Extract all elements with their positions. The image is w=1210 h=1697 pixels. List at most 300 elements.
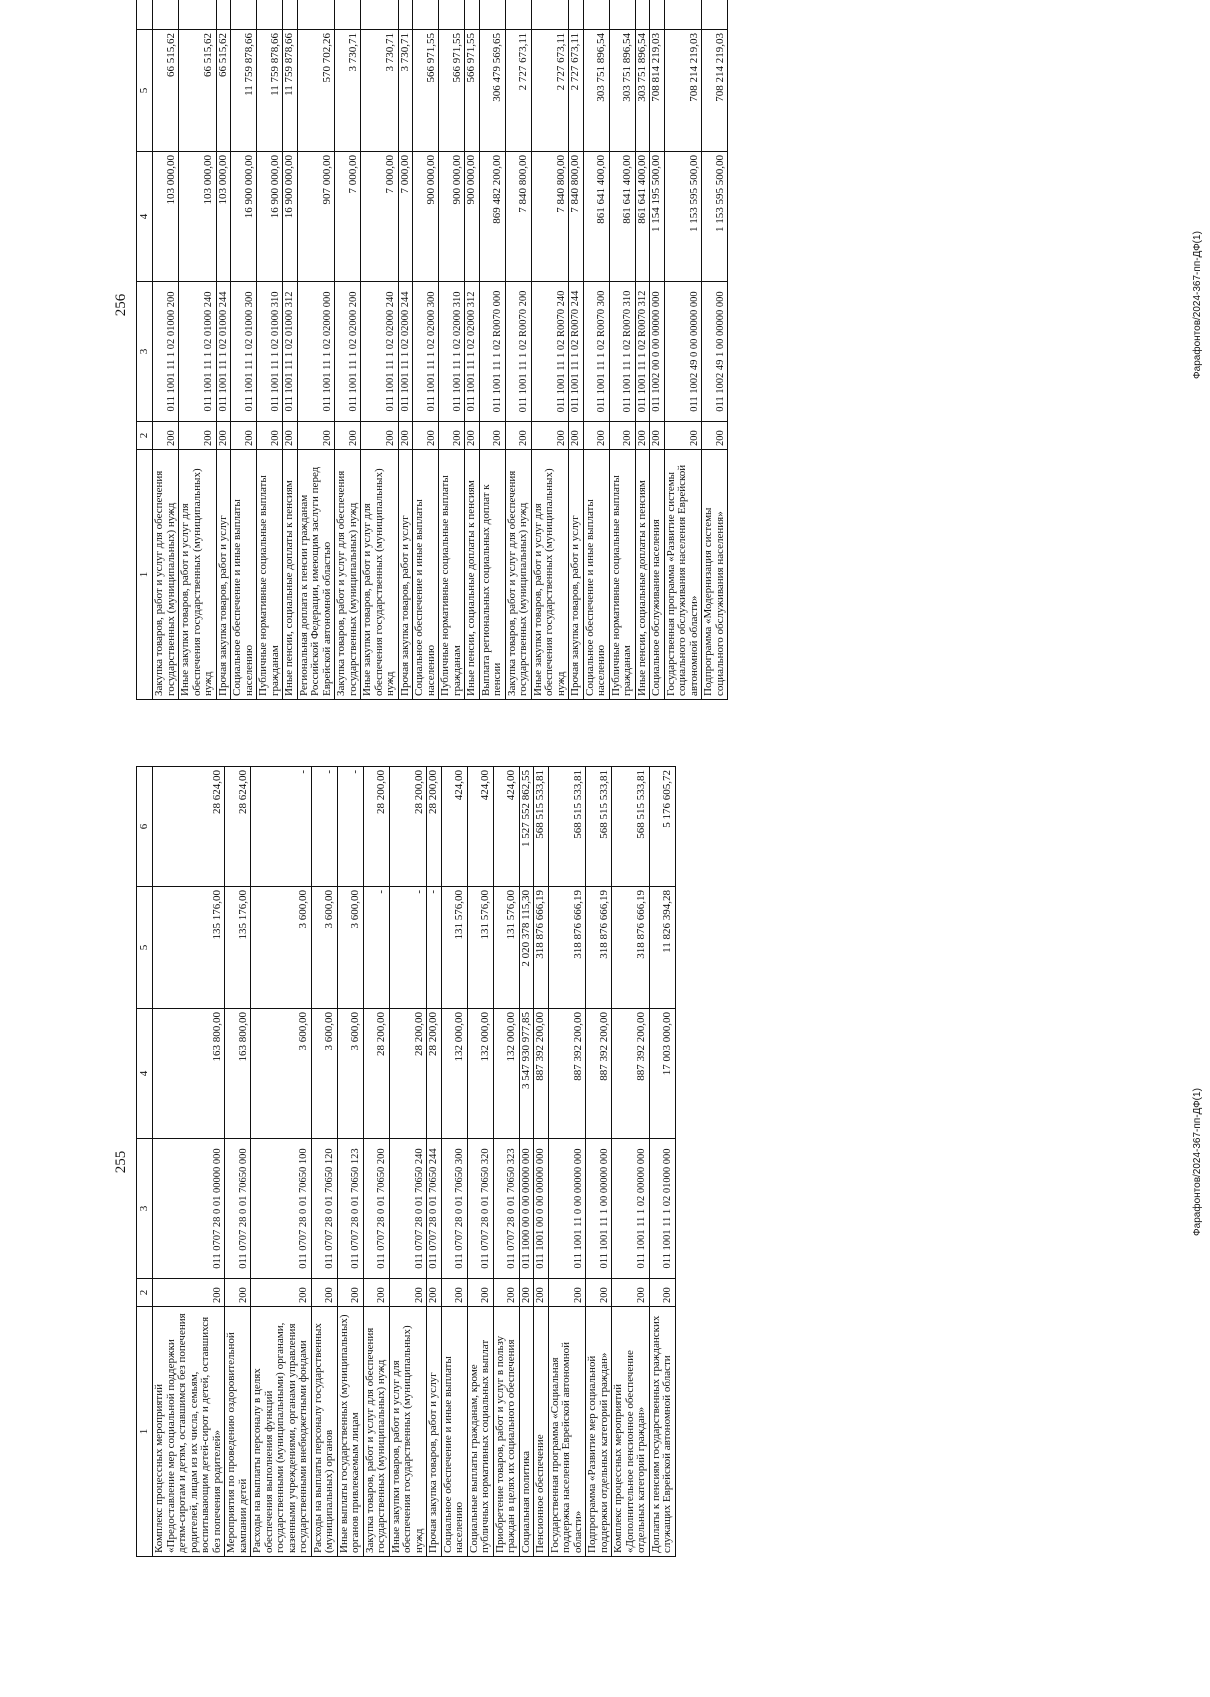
- table-row: [311, 767, 337, 1557]
- row-executed: 306 479 569,65: [479, 30, 505, 152]
- row-executed: 66 515,62: [216, 30, 231, 152]
- row-kbk: 011 1001 11 1 02 02000 000: [297, 282, 335, 422]
- column-header: 3: [137, 1139, 153, 1279]
- row-code: 200: [153, 422, 179, 450]
- table-row: [465, 0, 480, 700]
- row-approved: 28 200,00: [363, 1009, 389, 1139]
- row-executed: 3 600,00: [311, 887, 337, 1009]
- page-number: 256: [113, 293, 129, 317]
- row-name: Иные выплаты государственных (муниципальных) органов привлекаемым лицам: [337, 1307, 363, 1557]
- table-row: [257, 0, 283, 700]
- row-name: Региональная доплата к пенсии гражданам Российской Федерации, имеющим заслуги перед Еврейской автономной областью: [297, 450, 335, 700]
- row-name: Расходы на выплаты персоналу государственных (муниципальных) органов: [311, 1307, 337, 1557]
- row-code: 200: [179, 422, 217, 450]
- row-executed: 66 515,62: [153, 30, 179, 152]
- row-approved: 869 482 200,00: [479, 152, 505, 282]
- page-256: [110, 0, 1210, 700]
- table-row: [534, 767, 549, 1557]
- row-code: 200: [311, 1279, 337, 1307]
- row-kbk: 011 1002 49 1 00 00000 000: [702, 282, 728, 422]
- row-remainder: [465, 0, 480, 30]
- row-name: Мероприятия по проведению оздоровительной кампании детей: [225, 1307, 251, 1557]
- table-row: [569, 0, 584, 700]
- row-executed: 131 576,00: [441, 887, 467, 1009]
- row-executed: 11 759 878,66: [231, 30, 257, 152]
- row-name: Подпрограмма «Модернизация системы социального обслуживания населения»: [702, 450, 728, 700]
- row-code: 200: [531, 422, 569, 450]
- row-name: Прочая закупка товаров, работ и услуг: [398, 450, 413, 700]
- row-kbk: 011 0707 28 0 01 70650 200: [363, 1139, 389, 1279]
- table-row: [702, 0, 728, 700]
- row-kbk: 011 0707 28 0 01 70650 320: [467, 1139, 493, 1279]
- table-row: [609, 0, 635, 700]
- row-name: Выплата региональных социальных доплат к пенсии: [479, 450, 505, 700]
- row-name: Иные закупки товаров, работ и услуг для обеспечения государственных (муниципальных) нужд: [361, 450, 399, 700]
- row-remainder: 424,00: [493, 767, 519, 887]
- row-code: 200: [519, 1279, 534, 1307]
- row-code: 200: [335, 422, 361, 450]
- row-code: 200: [664, 422, 702, 450]
- row-remainder: 568 515 533,81: [534, 767, 549, 887]
- row-remainder: [702, 0, 728, 30]
- table-row: [231, 0, 257, 700]
- row-kbk: 011 1001 11 1 02 02000 240: [361, 282, 399, 422]
- row-name: Государственная программа «Социальная поддержка населения Еврейской автономной области»: [548, 1307, 586, 1557]
- row-kbk: 011 1001 11 1 02 02000 200: [335, 282, 361, 422]
- row-remainder: 424,00: [467, 767, 493, 887]
- row-remainder: [569, 0, 584, 30]
- table-row: [531, 0, 569, 700]
- row-executed: -: [427, 887, 442, 1009]
- row-kbk: 011 0707 28 0 01 70650 000: [225, 1139, 251, 1279]
- row-remainder: [479, 0, 505, 30]
- row-remainder: [583, 0, 609, 30]
- row-kbk: 011 1001 11 1 02 01000 244: [216, 282, 231, 422]
- row-code: 200: [337, 1279, 363, 1307]
- row-code: 200: [635, 422, 650, 450]
- table-header-row: [137, 0, 153, 700]
- row-executed: 303 751 896,54: [609, 30, 635, 152]
- row-executed: 2 727 673,11: [531, 30, 569, 152]
- row-code: 200: [389, 1279, 427, 1307]
- row-name: Иные закупки товаров, работ и услуг для обеспечения государственных (муниципальных) нужд: [179, 450, 217, 700]
- table-row: [519, 767, 534, 1557]
- row-approved: 7 840 800,00: [531, 152, 569, 282]
- row-code: 200: [361, 422, 399, 450]
- row-executed: 303 751 896,54: [583, 30, 609, 152]
- page-footer: Фарафонтов/2024-367-пп-ДФ(1): [1192, 231, 1203, 379]
- row-remainder: 568 515 533,81: [586, 767, 612, 887]
- row-remainder: 28 624,00: [153, 767, 225, 887]
- row-kbk: 011 1001 11 1 02 R0070 310: [609, 282, 635, 422]
- row-executed: 3 730,71: [398, 30, 413, 152]
- row-remainder: 5 176 605,72: [649, 767, 675, 887]
- row-code: 200: [612, 1279, 650, 1307]
- row-approved: 1 153 595 500,00: [702, 152, 728, 282]
- row-remainder: [664, 0, 702, 30]
- row-name: Социальное обеспечение и иные выплаты населению: [231, 450, 257, 700]
- row-approved: 163 800,00: [225, 1009, 251, 1139]
- row-code: 200: [398, 422, 413, 450]
- page-255: [110, 767, 1210, 1557]
- row-name: Иные закупки товаров, работ и услуг для обеспечения государственных (муниципальных) нужд: [531, 450, 569, 700]
- row-approved: 900 000,00: [439, 152, 465, 282]
- row-remainder: 424,00: [441, 767, 467, 887]
- row-remainder: [257, 0, 283, 30]
- row-kbk: 011 0707 28 0 01 70650 120: [311, 1139, 337, 1279]
- row-name: Социальное обеспечение и иные выплаты населению: [583, 450, 609, 700]
- row-approved: 861 641 400,00: [583, 152, 609, 282]
- column-header: 5: [137, 30, 153, 152]
- row-approved: 887 392 200,00: [586, 1009, 612, 1139]
- page-number: 255: [113, 1150, 129, 1174]
- row-approved: 103 000,00: [216, 152, 231, 282]
- row-remainder: -: [311, 767, 337, 887]
- row-approved: 3 600,00: [251, 1009, 312, 1139]
- row-approved: 16 900 000,00: [231, 152, 257, 282]
- row-name: Пенсионное обеспечение: [534, 1307, 549, 1557]
- row-code: 200: [649, 1279, 675, 1307]
- row-approved: 16 900 000,00: [257, 152, 283, 282]
- row-executed: 11 759 878,66: [257, 30, 283, 152]
- row-name: Прочая закупка товаров, работ и услуг: [427, 1307, 442, 1557]
- row-kbk: 011 1001 11 1 02 02000 244: [398, 282, 413, 422]
- row-executed: 566 971,55: [413, 30, 439, 152]
- row-name: Комплекс процессных мероприятий «Предоставление мер социальной поддержки детям-сиротам и детям, оставшимся без попечения родителей, лицам из их числа, семьям, воспитывающим детей-сирот и детей, оставшихся без попечения родителей»: [153, 1307, 225, 1557]
- row-code: 200: [283, 422, 298, 450]
- row-kbk: 011 1001 11 1 02 00000 000: [612, 1139, 650, 1279]
- row-approved: 861 641 400,00: [635, 152, 650, 282]
- table-row: [664, 0, 702, 700]
- row-code: 200: [441, 1279, 467, 1307]
- row-approved: 7 000,00: [335, 152, 361, 282]
- row-code: 200: [153, 1279, 225, 1307]
- page-footer: Фарафонтов/2024-367-пп-ДФ(1): [1192, 1088, 1203, 1236]
- row-executed: 2 020 378 115,30: [519, 887, 534, 1009]
- row-remainder: 28 200,00: [427, 767, 442, 887]
- row-executed: -: [389, 887, 427, 1009]
- row-executed: -: [363, 887, 389, 1009]
- table-row: [439, 0, 465, 700]
- row-name: Закупка товаров, работ и услуг для обеспечения государственных (муниципальных) нужд: [505, 450, 531, 700]
- table-row: [548, 767, 586, 1557]
- row-name: Приобретение товаров, работ и услуг в пользу граждан в целях их социального обеспечения: [493, 1307, 519, 1557]
- table-row: [583, 0, 609, 700]
- row-kbk: 011 1001 11 1 02 01000 200: [153, 282, 179, 422]
- table-row: [612, 767, 650, 1557]
- table-row: [505, 0, 531, 700]
- row-executed: 708 814 219,03: [650, 30, 665, 152]
- row-executed: 318 876 666,19: [548, 887, 586, 1009]
- row-executed: 570 702,26: [297, 30, 335, 152]
- row-kbk: 011 1001 11 1 02 01000 000: [649, 1139, 675, 1279]
- row-remainder: [398, 0, 413, 30]
- row-name: Публичные нормативные социальные выплаты гражданам: [439, 450, 465, 700]
- row-kbk: 011 1001 11 1 02 01000 312: [283, 282, 298, 422]
- table-header-row: [137, 767, 153, 1557]
- column-header: 4: [137, 152, 153, 282]
- row-name: Социальное обеспечение и иные выплаты населению: [441, 1307, 467, 1557]
- table-row: [179, 0, 217, 700]
- row-kbk: 011 1002 49 0 00 00000 000: [664, 282, 702, 422]
- row-kbk: 011 1001 11 1 02 R0070 300: [583, 282, 609, 422]
- row-remainder: [635, 0, 650, 30]
- row-code: 200: [225, 1279, 251, 1307]
- row-name: Доплаты к пенсиям государственных гражданских служащих Еврейской автономной области: [649, 1307, 675, 1557]
- table-row: [398, 0, 413, 700]
- row-approved: 132 000,00: [467, 1009, 493, 1139]
- row-approved: 103 000,00: [153, 152, 179, 282]
- row-kbk: 011 0707 28 0 01 70650 244: [427, 1139, 442, 1279]
- row-approved: 28 200,00: [389, 1009, 427, 1139]
- row-kbk: 011 1001 11 1 02 02000 300: [413, 282, 439, 422]
- row-executed: 3 730,71: [335, 30, 361, 152]
- column-header: 2: [137, 1279, 153, 1307]
- row-code: 200: [583, 422, 609, 450]
- row-executed: 135 176,00: [225, 887, 251, 1009]
- row-name: Закупка товаров, работ и услуг для обеспечения государственных (муниципальных) нужд: [363, 1307, 389, 1557]
- row-approved: 7 000,00: [361, 152, 399, 282]
- row-remainder: 568 515 533,81: [548, 767, 586, 887]
- row-code: 200: [216, 422, 231, 450]
- row-executed: 131 576,00: [467, 887, 493, 1009]
- row-kbk: 011 0707 28 0 01 70650 300: [441, 1139, 467, 1279]
- row-approved: 907 000,00: [297, 152, 335, 282]
- budget-table: [136, 766, 676, 1557]
- row-kbk: 011 0707 28 0 01 70650 123: [337, 1139, 363, 1279]
- row-approved: 3 600,00: [337, 1009, 363, 1139]
- row-name: Подпрограмма «Развитие мер социальной поддержки отдельных категорий граждан»: [586, 1307, 612, 1557]
- row-name: Закупка товаров, работ и услуг для обеспечения государственных (муниципальных) нужд: [335, 450, 361, 700]
- table-row: [225, 767, 251, 1557]
- row-kbk: 011 1001 11 0 00 00000 000: [548, 1139, 586, 1279]
- row-kbk: 011 1001 11 1 02 02000 312: [465, 282, 480, 422]
- column-header: 1: [137, 450, 153, 700]
- row-kbk: 011 0707 28 0 01 00000 000: [153, 1139, 225, 1279]
- row-code: 200: [231, 422, 257, 450]
- row-executed: 318 876 666,19: [534, 887, 549, 1009]
- row-kbk: 011 1001 11 1 02 R0070 240: [531, 282, 569, 422]
- row-code: 200: [297, 422, 335, 450]
- table-row: [363, 767, 389, 1557]
- row-code: 200: [609, 422, 635, 450]
- row-approved: 900 000,00: [413, 152, 439, 282]
- row-code: 200: [479, 422, 505, 450]
- row-code: 200: [702, 422, 728, 450]
- row-name: Закупка товаров, работ и услуг для обеспечения государственных (муниципальных) нужд: [153, 450, 179, 700]
- row-kbk: 011 1002 00 0 00 00000 000: [650, 282, 665, 422]
- row-approved: 28 200,00: [427, 1009, 442, 1139]
- row-kbk: 011 1001 11 1 02 R0070 312: [635, 282, 650, 422]
- table-row: [153, 767, 225, 1557]
- budget-table: [136, 0, 728, 700]
- row-remainder: [609, 0, 635, 30]
- row-kbk: 011 0707 28 0 01 70650 323: [493, 1139, 519, 1279]
- row-kbk: 011 1001 11 1 02 01000 300: [231, 282, 257, 422]
- row-remainder: [531, 0, 569, 30]
- row-remainder: [231, 0, 257, 30]
- column-header: 1: [137, 1307, 153, 1557]
- row-name: Социальное обеспечение и иные выплаты населению: [413, 450, 439, 700]
- row-remainder: 28 200,00: [389, 767, 427, 887]
- row-executed: 708 214 219,03: [664, 30, 702, 152]
- row-approved: 103 000,00: [179, 152, 217, 282]
- table-row: [413, 0, 439, 700]
- column-header: 5: [137, 887, 153, 1009]
- row-code: 200: [439, 422, 465, 450]
- row-executed: 135 176,00: [153, 887, 225, 1009]
- row-remainder: 28 200,00: [363, 767, 389, 887]
- table-row: [283, 0, 298, 700]
- row-code: 200: [569, 422, 584, 450]
- row-kbk: 011 1001 00 0 00 00000 000: [534, 1139, 549, 1279]
- row-remainder: [179, 0, 217, 30]
- row-approved: 861 641 400,00: [609, 152, 635, 282]
- table-row: [361, 0, 399, 700]
- row-executed: 318 876 666,19: [586, 887, 612, 1009]
- row-remainder: [361, 0, 399, 30]
- row-name: Расходы на выплаты персоналу в целях обеспечения выполнения функций государственными (муниципальными) органами, казенными учреждениями, органами управления государственными внебюджетными фондами: [251, 1307, 312, 1557]
- table-row: [635, 0, 650, 700]
- row-executed: 303 751 896,54: [635, 30, 650, 152]
- row-approved: 887 392 200,00: [534, 1009, 549, 1139]
- row-remainder: [283, 0, 298, 30]
- row-approved: 7 000,00: [398, 152, 413, 282]
- row-approved: 1 153 595 500,00: [664, 152, 702, 282]
- row-name: Прочая закупка товаров, работ и услуг: [569, 450, 584, 700]
- row-remainder: 568 515 533,81: [612, 767, 650, 887]
- row-kbk: 011 1001 11 1 02 02000 310: [439, 282, 465, 422]
- table-row: [153, 0, 179, 700]
- row-kbk: 011 0707 28 0 01 70650 100: [251, 1139, 312, 1279]
- row-executed: 66 515,62: [179, 30, 217, 152]
- row-approved: 3 547 930 977,85: [519, 1009, 534, 1139]
- row-kbk: 011 1001 11 1 02 R0070 000: [479, 282, 505, 422]
- row-approved: 7 840 800,00: [505, 152, 531, 282]
- row-code: 200: [363, 1279, 389, 1307]
- row-executed: 3 600,00: [337, 887, 363, 1009]
- row-approved: 163 800,00: [153, 1009, 225, 1139]
- table-body: [153, 767, 676, 1557]
- row-approved: 3 600,00: [311, 1009, 337, 1139]
- row-approved: 132 000,00: [493, 1009, 519, 1139]
- row-code: 200: [413, 422, 439, 450]
- table-row: [216, 0, 231, 700]
- row-kbk: 011 1001 11 1 02 01000 310: [257, 282, 283, 422]
- row-executed: 3 730,71: [361, 30, 399, 152]
- row-remainder: [505, 0, 531, 30]
- row-kbk: 011 0707 28 0 01 70650 240: [389, 1139, 427, 1279]
- row-remainder: [153, 0, 179, 30]
- row-code: 200: [427, 1279, 442, 1307]
- row-executed: 708 214 219,03: [702, 30, 728, 152]
- row-name: Государственная программа «Развитие системы социального обслуживания населения Еврейской автономной области»: [664, 450, 702, 700]
- table-row: [479, 0, 505, 700]
- row-name: Социальные выплаты гражданам, кроме публичных нормативных социальных выплат: [467, 1307, 493, 1557]
- row-code: 200: [465, 422, 480, 450]
- column-header: 4: [137, 1009, 153, 1139]
- row-approved: 887 392 200,00: [548, 1009, 586, 1139]
- row-code: 200: [251, 1279, 312, 1307]
- row-name: Иные пенсии, социальные доплаты к пенсиям: [283, 450, 298, 700]
- row-code: 200: [505, 422, 531, 450]
- row-approved: 900 000,00: [465, 152, 480, 282]
- row-remainder: -: [337, 767, 363, 887]
- row-kbk: 011 1001 11 1 02 R0070 244: [569, 282, 584, 422]
- table-row: [493, 767, 519, 1557]
- row-name: Социальное обслуживание населения: [650, 450, 665, 700]
- row-name: Иные закупки товаров, работ и услуг для обеспечения государственных (муниципальных) нужд: [389, 1307, 427, 1557]
- row-kbk: 011 1001 11 1 00 00000 000: [586, 1139, 612, 1279]
- row-code: 200: [257, 422, 283, 450]
- row-executed: 566 971,55: [465, 30, 480, 152]
- column-header: [137, 0, 153, 30]
- row-remainder: [335, 0, 361, 30]
- table-body: [153, 0, 728, 700]
- row-remainder: 1 527 552 862,55: [519, 767, 534, 887]
- row-approved: 1 154 195 500,00: [650, 152, 665, 282]
- row-executed: 2 727 673,11: [569, 30, 584, 152]
- row-name: Комплекс процессных мероприятий «Дополнительное пенсионное обеспечение отдельных категорий граждан»: [612, 1307, 650, 1557]
- row-name: Иные пенсии, социальные доплаты к пенсиям: [465, 450, 480, 700]
- table-row: [337, 767, 363, 1557]
- row-kbk: 011 1000 00 0 00 00000 000: [519, 1139, 534, 1279]
- table-row: [335, 0, 361, 700]
- row-name: Прочая закупка товаров, работ и услуг: [216, 450, 231, 700]
- column-header: 2: [137, 422, 153, 450]
- row-approved: 7 840 800,00: [569, 152, 584, 282]
- table-row: [389, 767, 427, 1557]
- table-row: [649, 767, 675, 1557]
- table-row: [586, 767, 612, 1557]
- row-remainder: [216, 0, 231, 30]
- row-kbk: 011 1001 11 1 02 01000 240: [179, 282, 217, 422]
- row-code: 200: [493, 1279, 519, 1307]
- row-remainder: [439, 0, 465, 30]
- row-approved: 16 900 000,00: [283, 152, 298, 282]
- row-remainder: [297, 0, 335, 30]
- row-remainder: [650, 0, 665, 30]
- row-approved: 17 003 000,00: [649, 1009, 675, 1139]
- row-remainder: 28 624,00: [225, 767, 251, 887]
- row-code: 200: [650, 422, 665, 450]
- row-name: Публичные нормативные социальные выплаты гражданам: [609, 450, 635, 700]
- table-row: [251, 767, 312, 1557]
- row-name: Иные пенсии, социальные доплаты к пенсиям: [635, 450, 650, 700]
- row-code: 200: [534, 1279, 549, 1307]
- column-header: 3: [137, 282, 153, 422]
- row-executed: 318 876 666,19: [612, 887, 650, 1009]
- table-row: [467, 767, 493, 1557]
- row-code: 200: [586, 1279, 612, 1307]
- column-header: 6: [137, 767, 153, 887]
- row-remainder: -: [251, 767, 312, 887]
- row-code: 200: [548, 1279, 586, 1307]
- table-row: [441, 767, 467, 1557]
- row-approved: 132 000,00: [441, 1009, 467, 1139]
- row-executed: 11 759 878,66: [283, 30, 298, 152]
- row-remainder: [413, 0, 439, 30]
- row-name: Социальная политика: [519, 1307, 534, 1557]
- row-executed: 566 971,55: [439, 30, 465, 152]
- table-row: [650, 0, 665, 700]
- row-executed: 131 576,00: [493, 887, 519, 1009]
- row-name: Публичные нормативные социальные выплаты гражданам: [257, 450, 283, 700]
- table-row: [427, 767, 442, 1557]
- row-executed: 11 826 394,28: [649, 887, 675, 1009]
- row-executed: 2 727 673,11: [505, 30, 531, 152]
- row-executed: 3 600,00: [251, 887, 312, 1009]
